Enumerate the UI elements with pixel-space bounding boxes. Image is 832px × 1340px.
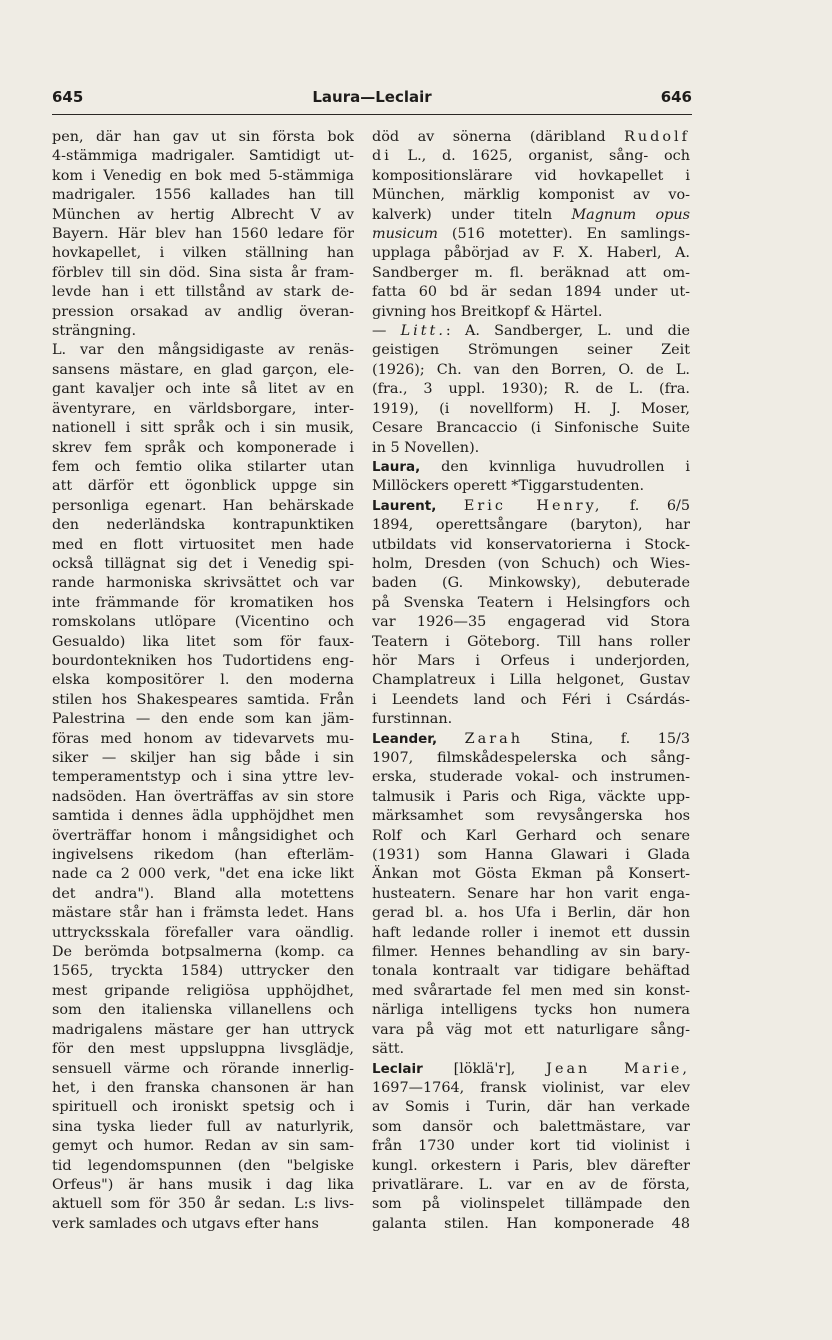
page-number-left: 645 [52,88,84,106]
text-line: München, märklig komponist av vo- [372,187,690,204]
text-line: 4-stämmiga madrigaler. Samtidigt ut- [52,148,354,165]
page-header [52,88,692,110]
text-line: kungl. orkestern i Paris, blev därefter [372,1157,690,1174]
text-line: privatlärare. L. var en av de första, [372,1176,690,1193]
text-line: 1697—1764, fransk violinist, var elev [372,1079,690,1096]
text-line: verk samlades och utgavs efter hans [52,1215,319,1232]
text-line: musicum (516 motetter). En samlings- [372,226,690,243]
text-line: mest gripande religiösa upphöjdhet, [52,982,354,999]
text-line: skrev fem språk och komponerade i [52,439,354,456]
text-line: fem och femtio olika stilarter utan [52,458,354,475]
text-line: sansens mästare, en glad garçon, ele- [52,361,354,378]
header-rule [52,114,692,115]
text-line: mästare står han i främsta ledet. Hans [52,905,354,922]
text-line: för den mest uppsluppna livsglädje, [52,1041,354,1058]
text-line: som dansör och balettmästare, var [372,1118,690,1135]
text-line: geistigen Strömungen seiner Zeit [372,342,690,359]
text-line: hör Mars i Orfeus i underjorden, [372,652,690,669]
text-line: Champlatreux i Lilla helgonet, Gustav [372,672,690,689]
text-line: pression orsakad av andlig överan- [52,303,354,320]
text-line: märksamhet som revysångerska hos [372,808,690,825]
text-line: överträffar honom i mångsidighet och [52,827,354,844]
text-line: 1907, filmskådespelerska och sång- [372,750,690,766]
text-line: aktuell som för 350 år sedan. L:s livs- [52,1196,354,1213]
text-line: Teatern i Göteborg. Till hans roller [372,633,690,650]
text-line: givning hos Breitkopf & Härtel. [372,303,603,320]
text-line: spirituell och ironiskt spetsig och i [52,1099,354,1116]
text-line: tid legendomspunnen (den "belgiske [52,1157,354,1174]
text-line: nadsöden. Han överträffas av sin store [52,788,354,805]
entry-laura: Laura, den kvinnliga huvudrollen i [372,458,690,475]
text-line: rande harmoniska skrivsättet och var [52,575,354,592]
text-line: — Litt.: A. Sandberger, L. und die [372,323,690,340]
text-line: Rolf och Karl Gerhard och senare [372,827,690,844]
text-line: het, i den franska chansonen är han [52,1079,354,1096]
text-line: den nederländska kontrapunktiken [52,517,354,534]
text-line: elska kompositörer l. den moderna [52,672,354,689]
text-line: talmusik i Paris och Riga, väckte upp- [372,788,690,805]
text-line: L. var den mångsidigaste av renäs- [52,342,354,359]
text-line: personliga egenart. Han behärskade [52,497,354,514]
text-line: uttrycksskala förefaller vara oändlig. [52,924,354,941]
text-line: Cesare Brancaccio (i Sinfonische Suite [372,420,690,437]
text-line: holm, Dresden (von Schuch) och Wies- [372,555,690,572]
text-line: samtida i dennes ädla upphöjdhet men [52,808,354,825]
text-line: Orfeus") är hans musik i dag lika [52,1176,354,1193]
text-line: ingivelsens rikedom (han efterläm- [52,847,354,864]
text-line: förblev till sin död. Sina sista år fram- [52,264,354,281]
text-line: gerad bl. a. hos Ufa i Berlin, där hon [372,905,690,922]
text-line: baden (G. Minkowsky), debuterade [372,575,690,592]
text-line: föras med honom av tidevarvets mu- [52,730,354,747]
text-line: filmer. Hennes behandling av sin bary- [372,944,690,961]
headword: Leclair [372,1060,423,1077]
text-line: av Somis i Turin, där han verkade [372,1099,690,1116]
text-line: in 5 Novellen). [372,439,480,456]
text-line: som den italienska villanellens och [52,1002,354,1019]
text-line: madrigaler. 1556 kallades han till [52,187,354,204]
left-column [52,128,354,1234]
text-line: gant kavaljer och inte så litet av en [52,381,354,398]
text-line: nationell i sitt språk och i sin musik, [52,420,354,437]
text-line: München av hertig Albrecht V av [52,206,354,223]
text-line: levde han i ett tillstånd av stark de- [52,284,354,301]
text-line: det andra"). Bland alla motettens [52,885,354,902]
text-line: erska, studerade vokal- och instrumen- [372,769,690,786]
text-line: hovkapellet, i vilken ställning han [52,245,354,262]
entry-leclair: Leclair [löklä'r], Jean Marie, [372,1060,690,1077]
right-column [372,128,690,1234]
text-line: Palestrina — den ende som kan jäm- [52,711,354,728]
headword: Leander, [372,730,438,747]
text-line: med svårartade fel men med sin konst- [372,982,690,999]
text-line: furstinnan. [372,711,453,728]
headword: Laura, [372,458,421,475]
entry-leander: Leander, Zarah Stina, f. 15/3 [372,730,690,747]
text-line: sina tyska lieder full av naturlyrik, [52,1118,354,1135]
text-line: sensuell värme och rörande innerlig- [52,1060,354,1077]
page-number-right: 646 [660,88,692,106]
text-line: 1565, tryckta 1584) uttrycker den [52,963,354,980]
running-title: Laura—Leclair [312,88,432,106]
text-line: 1919), (i novellform) H. J. Moser, [372,400,690,417]
text-line: med en flott virtuositet men hade [52,536,354,553]
text-line: bourdontekniken hos Tudortidens eng- [52,652,354,669]
text-line: kalverk) under titeln Magnum opus [372,206,690,223]
text-line: nade ca 2 000 verk, "det ena icke likt [52,866,354,883]
text-line: (1926); Ch. van den Borren, O. de L. [372,361,690,378]
text-line: (fra., 3 uppl. 1930); R. de L. (fra. [372,381,690,398]
text-line: tonala kontraalt var tidigare behäftad [372,963,690,980]
text-line: upplaga påbörjad av F. X. Haberl, A. [372,245,690,262]
text-line: stilen hos Shakespeares samtida. Från [52,691,354,708]
text-line: Millöckers operett *Tiggarstudenten. [372,478,645,495]
text-line: äventyrare, en världsborgare, inter- [52,400,354,417]
text-line: som på violinspelet tillämpade den [372,1196,690,1213]
text-line: att därför ett ögonblick uppge sin [52,478,354,495]
text-line: vara på väg mot ett naturligare sång- [372,1021,690,1038]
text-line: Bayern. Här blev han 1560 ledare för [52,226,354,243]
text-line: var 1926—35 engagerad vid Stora [372,614,690,631]
text-line: romskolans utlöpare (Vicentino och [52,614,354,631]
text-line: från 1730 under kort tid violinist i [372,1138,690,1155]
text-line: siker — skiljer han sig både i sin [52,750,354,766]
text-line: Gesualdo) lika litet som för faux- [52,633,354,650]
text-line: De berömda botpsalmerna (komp. ca [52,944,354,961]
text-line: galanta stilen. Han komponerade 48 [372,1215,690,1232]
text-line: haft ledande roller i inemot ett dussin [372,924,690,941]
text-line: Sandberger m. fl. beräknad att om- [372,264,690,281]
text-line: i Leendets land och Féri i Csárdás- [372,691,690,708]
text-line: madrigalens mästare ger han uttryck [52,1021,354,1038]
text-line: kompositionslärare vid hovkapellet i [372,167,690,184]
headword: Laurent, [372,497,437,514]
text-line: på Svenska Teatern i Helsingfors och [372,594,690,611]
text-line: död av sönerna (däribland Rudolf [372,129,690,145]
text-line: temperamentstyp och i sina yttre lev- [52,769,354,786]
text-line: inte främmande för kromatiken hos [52,594,354,611]
text-line: utbildats vid konservatorierna i Stock- [372,536,690,553]
text-line: Änkan mot Gösta Ekman på Konsert- [372,866,690,883]
text-line: närliga intelligens tycks hon numera [372,1002,690,1019]
text-line: kom i Venedig en bok med 5-stämmiga [52,167,354,184]
text-line: pen, där han gav ut sin första bok [52,129,354,145]
text-line: husteatern. Senare har hon varit enga- [372,885,690,902]
text-line: 1894, operettsångare (baryton), har [372,517,690,534]
text-line: (1931) som Hanna Glawari i Glada [372,847,690,864]
text-line: fatta 60 bd är sedan 1894 under ut- [372,284,690,301]
entry-laurent: Laurent, Eric Henry, f. 6/5 [372,497,690,514]
text-line: gemyt och humor. Redan av sin sam- [52,1138,354,1155]
text-line: sätt. [372,1041,405,1058]
text-line: strängning. [52,323,137,340]
text-line: di L., d. 1625, organist, sång- och [372,148,690,165]
text-line: också tillägnat sig det i Venedig spi- [52,555,354,572]
